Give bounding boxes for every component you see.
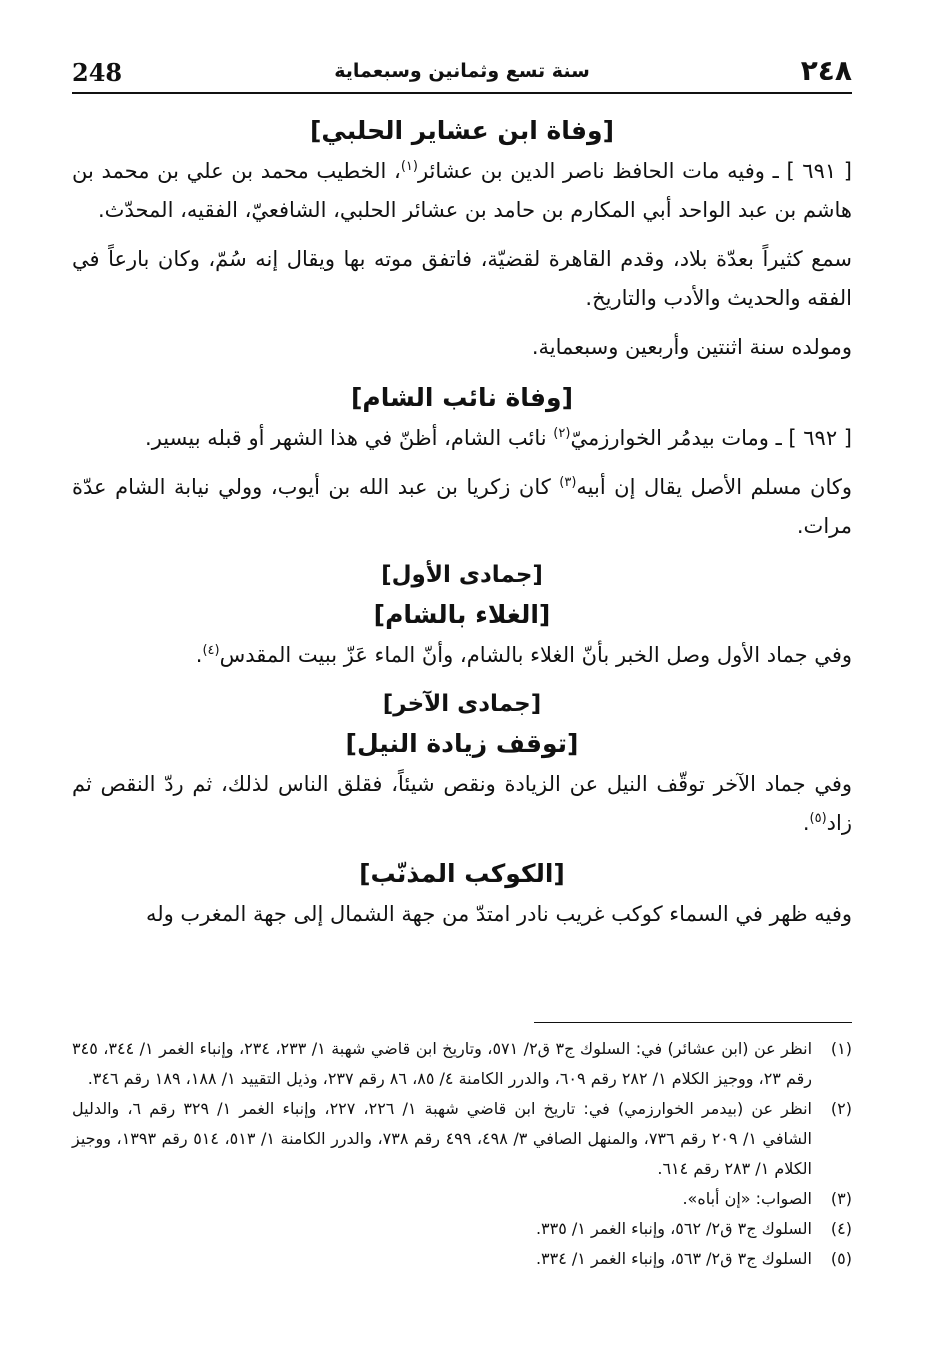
section-heading: [وفاة نائب الشام] bbox=[350, 383, 574, 412]
entry-text: ـ ومات بيدمُر الخوارزميّ bbox=[570, 426, 789, 450]
footnote-ref: (٤) bbox=[202, 643, 220, 658]
paragraph-text: وفي جماد الأول وصل الخبر بأنّ الغلاء بالشام، وأنّ الماء عَزّ ببيت المقدس bbox=[219, 643, 852, 667]
paragraph bbox=[72, 765, 852, 843]
footnote bbox=[72, 1184, 852, 1214]
footnote-ref: (١) bbox=[400, 159, 418, 174]
footnote-text: السلوك ج٣ ق٢/ ٥٦٢، وإنباء الغمر ١/ ٣٣٥. bbox=[535, 1219, 812, 1238]
paragraph-text: وكان مسلم الأصل يقال إن أبيه bbox=[576, 475, 853, 499]
footnote bbox=[72, 1244, 852, 1274]
paragraph bbox=[72, 636, 852, 675]
entry-text: نائب الشام، أظنّ في هذا الشهر أو قبله بيسير. bbox=[145, 426, 554, 450]
paragraph: وفيه ظهر في السماء كوكب غريب نادر امتدّ من جهة الشمال إلى جهة المغرب وله bbox=[145, 902, 852, 926]
entry-number: [ ٦٩٢ ] bbox=[788, 426, 852, 450]
paragraph: سمع كثيراً بعدّة بلاد، وقدم القاهرة لقضيّة، فاتفق موته بها ويقال إنه سُمّ، وكان بارعاً في الفقه والحديث والأدب والتاريخ. bbox=[72, 247, 852, 310]
section-heading: [الغلاء بالشام] bbox=[373, 600, 551, 629]
paragraph: ومولده سنة اثنتين وأربعين وسبعماية. bbox=[531, 335, 852, 359]
footnote-divider bbox=[534, 1022, 852, 1023]
footnote bbox=[72, 1034, 852, 1094]
running-header bbox=[72, 52, 852, 94]
footnote-number: (١) bbox=[830, 1039, 852, 1058]
entry-691 bbox=[72, 152, 852, 230]
footnote bbox=[72, 1214, 852, 1244]
footnote-number: (٣) bbox=[830, 1189, 852, 1208]
page-number-latin: 248 bbox=[72, 58, 123, 87]
footnote-text: انظر عن (ابن عشائر) في: السلوك ج٣ ق٢/ ٥٧١، وتاريخ ابن قاضي شهبة ١/ ٢٣٣، ٢٣٤، وإنباء الغمر ١/ ٣٤٤، ٣٤٥ رقم ٢٣، ووجيز الكلام ١/ ٢٨٢ رقم ٦٠٩، والدرر الكامنة ٤/ ٨٥، ٨٦ رقم ٢٣٧، وذيل التقييد ١/ ١٨٨، ١٨٩ رقم ٣٤٦. bbox=[72, 1039, 813, 1088]
paragraph bbox=[72, 468, 852, 546]
footnote-ref: (٥) bbox=[809, 811, 827, 826]
footnote-number: (٥) bbox=[830, 1249, 852, 1268]
paragraph-text: كان زكريا بن عبد الله بن أيوب، وولي نيابة الشام عدّة مرات. bbox=[72, 475, 852, 538]
section-heading: [الكوكب المذنّب] bbox=[359, 859, 565, 888]
paragraph-text: . bbox=[802, 811, 810, 835]
footnote-text: السلوك ج٣ ق٢/ ٥٦٣، وإنباء الغمر ١/ ٣٣٤. bbox=[535, 1249, 812, 1268]
footnote-text: الصواب: «إن أباه». bbox=[682, 1189, 812, 1208]
footnotes bbox=[72, 1034, 852, 1274]
footnote bbox=[72, 1094, 852, 1184]
section-heading: [جمادى الآخر] bbox=[382, 691, 542, 717]
page-number-arabic: ٢٤٨ bbox=[800, 54, 852, 87]
entry-text: ، الخطيب محمد بن علي بن محمد بن هاشم بن عبد الواحد أبي المكارم بن حامد بن عشائر الحلبي، الشافعيّ، الفقيه، المحدّث. bbox=[72, 159, 852, 222]
footnote-text: انظر عن (بيدمر الخوارزمي) في: تاريخ ابن قاضي شهبة ١/ ٢٢٦، ٢٢٧، وإنباء الغمر ١/ ٣٢٩ رقم ٦، والدليل الشافي ١/ ٢٠٩ رقم ٧٣٦، والمنهل الصافي ٣/ ٤٩٨، ٤٩٩ رقم ٧٣٨، والدرر الكامنة ١/ ٥١٣، ٥١٤ رقم ١٣٩٣، ووجيز الكلام ١/ ٢٨٣ رقم ٦١٤. bbox=[72, 1099, 813, 1178]
section-heading: [جمادى الأول] bbox=[381, 562, 543, 588]
entry-number: [ ٦٩١ ] bbox=[786, 159, 852, 183]
paragraph-text: . bbox=[195, 643, 203, 667]
footnote-ref: (٣) bbox=[559, 475, 577, 490]
section-heading: [وفاة ابن عشاير الحلبي] bbox=[310, 116, 614, 145]
main-text bbox=[72, 110, 852, 944]
paragraph-text: وفي جماد الآخر توقّف النيل عن الزيادة ونقص شيئاً، فقلق الناس لذلك، ثم ردّ النقص ثم زاد bbox=[72, 772, 852, 835]
footnote-number: (٢) bbox=[830, 1099, 852, 1118]
running-title: سنة تسع وثمانين وسبعماية bbox=[334, 60, 590, 82]
entry-692 bbox=[72, 419, 852, 458]
section-heading: [توقف زيادة النيل] bbox=[345, 729, 579, 758]
footnote-ref: (٢) bbox=[553, 426, 571, 441]
entry-text: ـ وفيه مات الحافظ ناصر الدين بن عشائر bbox=[417, 159, 787, 183]
footnote-number: (٤) bbox=[830, 1219, 852, 1238]
